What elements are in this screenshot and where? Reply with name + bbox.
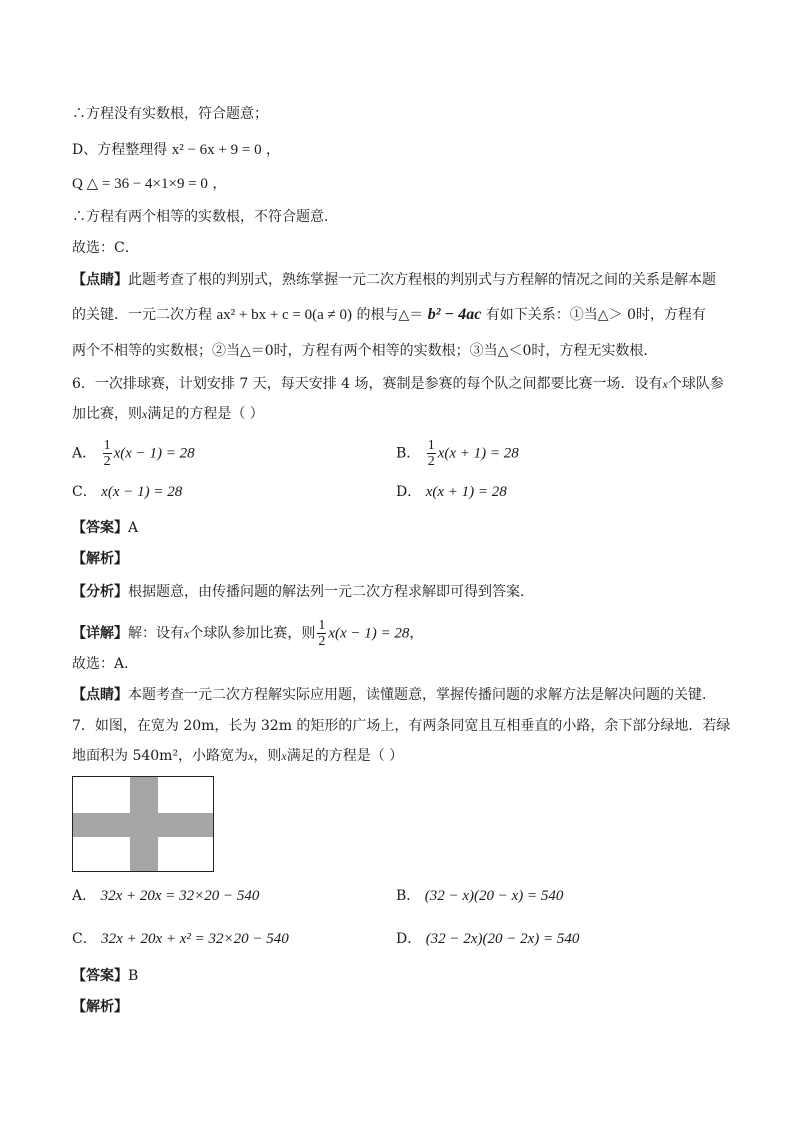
text-segment: D、方程整理得 <box>72 142 168 158</box>
text-segment: ，则 <box>253 748 282 764</box>
text-segment: 个球队参加比赛，则 <box>189 625 316 642</box>
equation: x(x − 1) = 28 <box>113 445 195 462</box>
option-label: C． <box>72 931 97 947</box>
variable: x <box>662 377 668 391</box>
text-segment: ， <box>266 142 281 158</box>
text-segment: 满足的方程是（ ） <box>286 748 404 764</box>
text-segment: 有如下关系：①当△＞ 0时，方程有 <box>485 307 706 323</box>
text-line <box>72 582 534 602</box>
answer-value: B <box>128 968 139 984</box>
analysis-line <box>72 549 128 569</box>
text-segment: 解：设有 <box>128 625 184 642</box>
text-line <box>72 140 280 160</box>
section-tag: 【答案】 <box>72 520 128 536</box>
answer-line <box>72 966 138 986</box>
fraction: $\frac{1}{2}$ <box>427 438 435 469</box>
option-b <box>396 438 519 469</box>
option-label: C． <box>72 484 97 500</box>
equation: x(x + 1) = 28 <box>437 445 519 462</box>
text-segment: 满足的方程是（ ） <box>147 406 264 422</box>
equation: (32 − 2x)(20 − 2x) = 540 <box>425 931 580 947</box>
text-line <box>72 174 226 194</box>
text-segment: ， <box>409 625 424 642</box>
question-7-stem: 7．如图，在宽为 20m，长为 32m 的矩形的广场上，有两条同宽且互相垂直的小路，余下部分绿地．若绿 <box>72 718 731 734</box>
text-segment: 6．一次排球赛，计划安排 7 天，每天安排 4 场，赛制是参赛的每个队之间都要比赛一场．设有 <box>72 376 663 392</box>
option-a <box>72 438 195 469</box>
equation: x(x − 1) = 28 <box>328 625 410 642</box>
option-d <box>396 482 507 502</box>
answer-line <box>72 518 138 538</box>
variable: x <box>184 626 190 641</box>
text-segment: 的关键．一元二次方程 <box>72 307 212 323</box>
variable: x <box>281 749 287 763</box>
text-segment: 个球队参 <box>667 376 724 392</box>
text-line <box>72 685 716 705</box>
text-line: 两个不相等的实数根；②当△＝0时，方程有两个相等的实数根；③当△＜0时，方程无实数根． <box>72 343 658 359</box>
text-line: ∴方程没有实数根，符合题意； <box>72 106 268 122</box>
option-label: A． <box>72 888 97 904</box>
text-segment: 加比赛，则 <box>72 406 142 422</box>
text-segment: 地面积为 540m²，小路宽为 <box>72 748 249 764</box>
option-b <box>396 886 563 906</box>
section-tag: 【详解】 <box>72 625 128 642</box>
text-line <box>72 270 716 290</box>
variable: x <box>248 749 254 763</box>
text-line: 故选：C． <box>72 240 139 256</box>
section-tag: 【点睛】 <box>72 272 128 288</box>
text-segment: ， <box>212 176 227 192</box>
text-segment: 的根与△＝ <box>356 307 424 323</box>
option-label: D． <box>396 931 422 947</box>
text-segment: 此题考查了根的判别式，熟练掌握一元二次方程根的判别式与方程解的情况之间的关系是解本题 <box>128 272 716 288</box>
text-line <box>72 305 706 325</box>
fraction: $\frac{1}{2}$ <box>318 618 326 649</box>
text-line <box>72 618 423 649</box>
text-segment: 本题考查一元二次方程解实际应用题，读懂题意，掌握传播问题的求解方法是解决问题的关键． <box>128 687 716 703</box>
option-label: A． <box>72 445 97 462</box>
section-tag: 【分析】 <box>72 584 128 600</box>
text-line: 故选：A． <box>72 656 139 672</box>
option-c <box>72 929 289 949</box>
option-label: D． <box>396 484 422 500</box>
section-tag: 【答案】 <box>72 968 128 984</box>
answer-value: A <box>128 520 139 536</box>
section-tag: 【解析】 <box>72 551 128 567</box>
vertical-road <box>130 777 158 871</box>
option-c <box>72 482 182 502</box>
equation: x² − 6x + 9 = 0 <box>171 142 262 158</box>
option-label: B． <box>396 445 421 462</box>
analysis-line <box>72 997 128 1017</box>
square-road-figure <box>72 776 214 872</box>
text-line: ∴方程有两个相等的实数根，不符合题意． <box>72 209 338 225</box>
variable: x <box>142 407 148 421</box>
equation: b² − 4ac <box>427 306 482 323</box>
equation: ax² + bx + c = 0(a ≠ 0) <box>216 307 353 323</box>
equation: 32x + 20x = 32×20 − 540 <box>100 888 260 904</box>
section-tag: 【点睛】 <box>72 687 128 703</box>
equation: 32x + 20x + x² = 32×20 − 540 <box>101 931 289 947</box>
equation: x(x − 1) = 28 <box>101 484 183 500</box>
fraction: $\frac{1}{2}$ <box>103 438 111 469</box>
question-6-stem <box>72 374 724 394</box>
option-a <box>72 886 259 906</box>
equation: Q △ = 36 − 4×1×9 = 0 <box>72 176 208 192</box>
equation: x(x + 1) = 28 <box>425 484 507 500</box>
question-6-stem <box>72 404 264 424</box>
question-7-stem <box>72 746 403 766</box>
equation: (32 − x)(20 − x) = 540 <box>424 888 564 904</box>
option-label: B． <box>396 888 421 904</box>
section-tag: 【解析】 <box>72 999 128 1015</box>
option-d <box>396 929 579 949</box>
text-segment: 根据题意，由传播问题的解法列一元二次方程求解即可得到答案． <box>128 584 534 600</box>
